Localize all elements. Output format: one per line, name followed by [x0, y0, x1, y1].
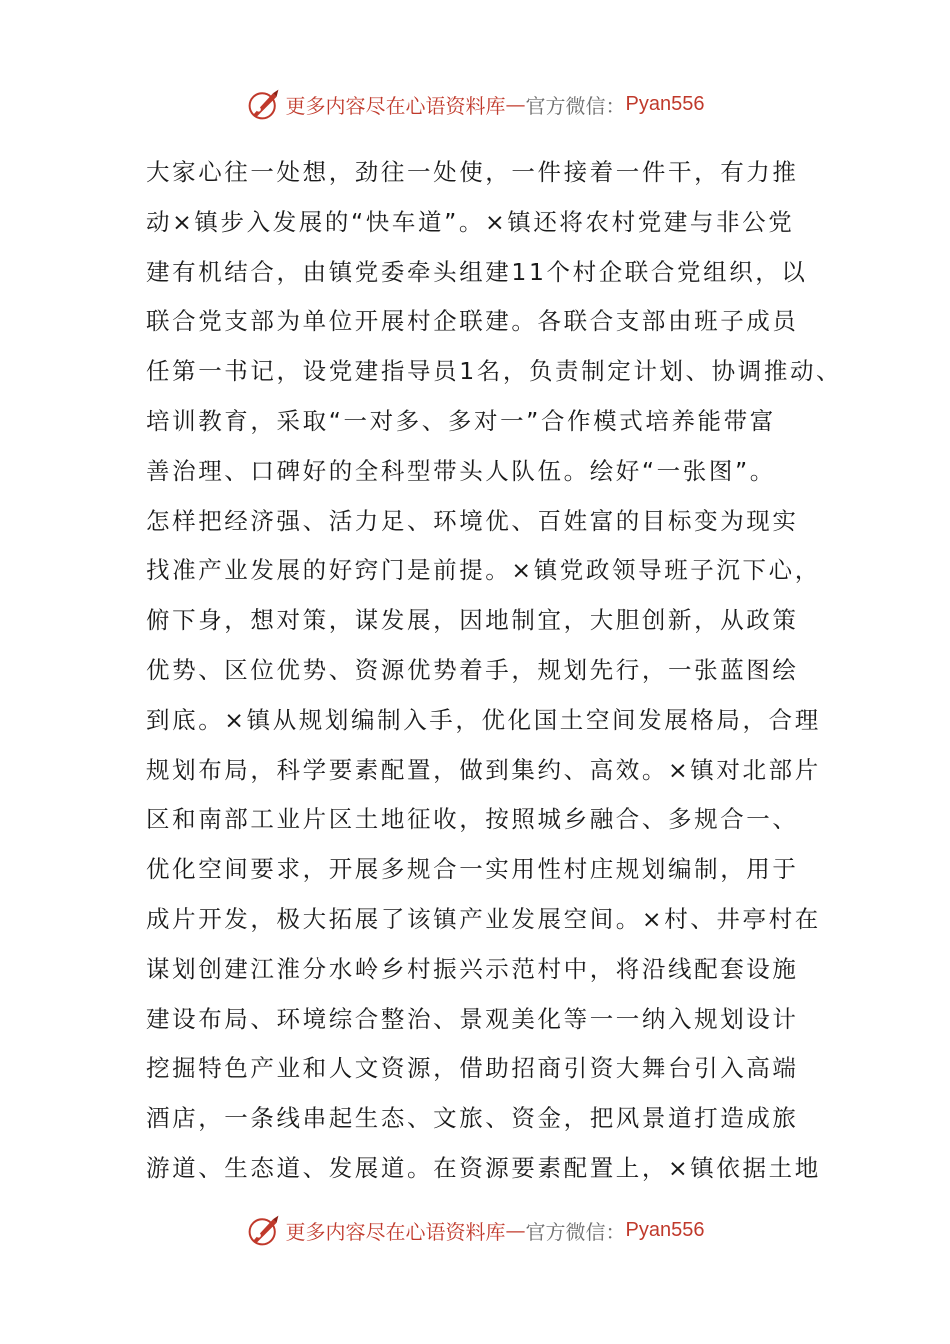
text-line: 善治理、口碑好的全科型带头人队伍。绘好“一张图”。: [146, 456, 776, 485]
banner-wechat-id: Pyan556: [625, 1218, 705, 1241]
text-line: 区和南部工业片区土地征收，按照城乡融合、多规合一、: [146, 805, 799, 834]
text-line: 酒店，一条线串起生态、文旅、资金，把风景道打造成旅: [146, 1104, 799, 1133]
text-line: 俯下身，想对策，谋发展，因地制宜，大胆创新，从政策: [146, 606, 799, 635]
text-line: 规划布局，科学要素配置，做到集约、高效。×镇对北部片: [146, 755, 821, 784]
footer-watermark-banner: [0, 1210, 950, 1250]
text-line: 建设布局、环境综合整治、景观美化等一一纳入规划设计: [146, 1004, 799, 1033]
text-line: 找准产业发展的好窍门是前提。×镇党政领导班子沉下心，: [146, 556, 821, 585]
text-line: 建有机结合，由镇党委牵头组建11个村企联合党组织，以: [146, 257, 808, 286]
banner-separator: —: [505, 92, 526, 116]
header-watermark-banner: [0, 84, 950, 124]
text-line: 挖掘特色产业和人文资源，借助招商引资大舞台引入高端: [146, 1054, 799, 1083]
text-line: 动×镇步入发展的“快车道”。×镇还将农村党建与非公党: [146, 207, 795, 236]
banner-separator: —: [505, 1218, 526, 1242]
text-line: 成片开发，极大拓展了该镇产业发展空间。×村、井亭村在: [146, 904, 821, 933]
text-line: 培训教育，采取“一对多、多对一”合作模式培养能带富: [146, 406, 776, 435]
text-line: 优化空间要求，开展多规合一实用性村庄规划编制，用于: [146, 855, 799, 884]
banner-label: 官方微信：: [525, 93, 626, 118]
text-line: 谋划创建江淮分水岭乡村振兴示范村中，将沿线配套设施: [146, 954, 799, 983]
banner-label: 官方微信：: [525, 1219, 626, 1244]
text-line: 怎样把经济强、活力足、环境优、百姓富的目标变为现实: [146, 506, 799, 535]
text-line: 大家心往一处想，劲往一处使，一件接着一件干，有力推: [146, 158, 799, 186]
text-line: 任第一书记，设党建指导员1名，负责制定计划、协调推动、: [146, 357, 843, 386]
document-body: [146, 148, 843, 1194]
text-line: 联合党支部为单位开展村企联建。各联合支部由班子成员: [146, 307, 799, 336]
banner-slogan: 更多内容尽在心语资料库: [285, 93, 506, 118]
pen-logo-icon: [246, 1212, 282, 1248]
text-line: 到底。×镇从规划编制入手，优化国土空间发展格局，合理: [146, 705, 821, 734]
pen-logo-icon: [246, 86, 282, 122]
banner-slogan: 更多内容尽在心语资料库: [285, 1219, 506, 1244]
banner-wechat-id: Pyan556: [625, 92, 705, 115]
text-line: 优势、区位优势、资源优势着手，规划先行，一张蓝图绘: [146, 655, 799, 684]
text-line: 游道、生态道、发展道。在资源要素配置上，×镇依据土地: [146, 1153, 821, 1182]
